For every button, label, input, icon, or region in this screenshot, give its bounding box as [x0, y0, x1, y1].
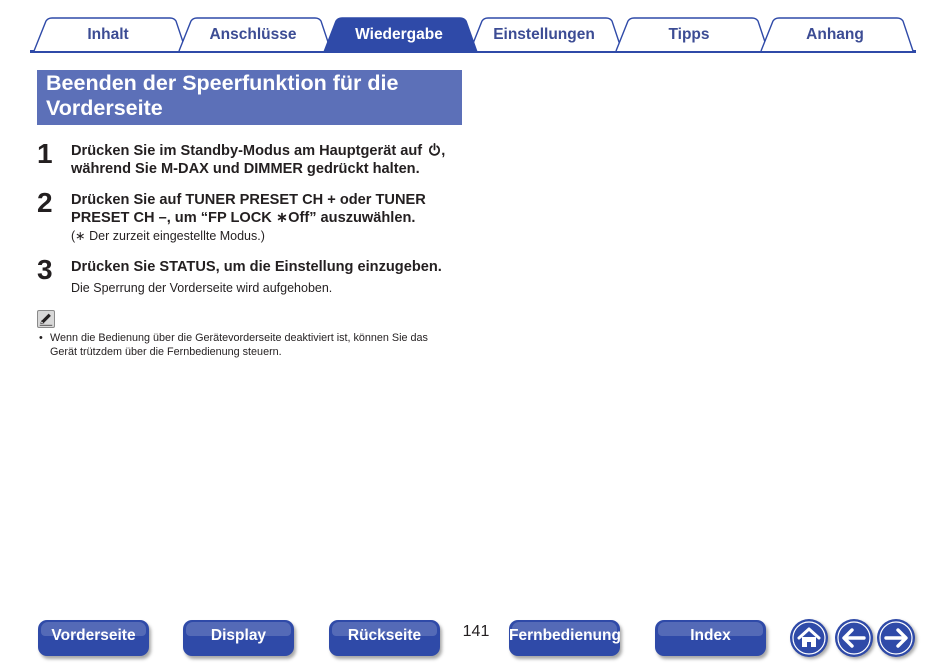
note-bullet: • [39, 332, 43, 344]
rueckseite-button[interactable] [329, 620, 440, 656]
tab-anschluesse[interactable]: Anschlüsse [209, 26, 297, 43]
step-instruction [71, 258, 471, 276]
note-line-2: Gerät trützdem über die Fernbedienung steuern. [50, 346, 282, 358]
page-title-line-2: Vorderseite [46, 96, 163, 120]
tab-inhalt[interactable]: Inhalt [87, 26, 129, 43]
vorderseite-button[interactable] [38, 620, 149, 656]
home-icon [790, 619, 828, 657]
step-number: 1 [37, 138, 53, 169]
step-2-line-1: Drücken Sie auf TUNER PRESET CH + oder TUNER [71, 192, 426, 208]
pencil-note-icon [37, 310, 55, 328]
fernbedienung-button-label: Fernbedienung [509, 627, 621, 644]
back-button[interactable] [835, 619, 873, 657]
page-number: 141 [462, 623, 490, 640]
arrow-right-icon [877, 619, 915, 657]
asterisk-symbol: ∗ [75, 229, 86, 243]
asterisk-symbol: ∗ [275, 210, 289, 226]
step-2-footnote [71, 229, 265, 244]
step-3-line-1: Drücken Sie STATUS, um die Einstellung einzugeben. [71, 259, 442, 275]
page-title [37, 70, 462, 125]
tab-anhang[interactable]: Anhang [806, 26, 864, 43]
index-button-label: Index [690, 627, 731, 644]
home-button[interactable] [790, 619, 828, 657]
note-line-1: Wenn die Bedienung über die Gerätevorderseite deaktiviert ist, können Sie das [50, 332, 428, 344]
step-number: 3 [37, 254, 53, 285]
tab-einstellungen[interactable]: Einstellungen [493, 26, 595, 43]
fernbedienung-button[interactable] [509, 620, 620, 656]
forward-button[interactable] [877, 619, 915, 657]
rueckseite-button-label: Rückseite [347, 627, 422, 644]
step-instruction [71, 142, 471, 178]
step-2-line-2a: PRESET CH –, um “FP LOCK [71, 210, 272, 226]
tab-tipps[interactable]: Tipps [668, 26, 710, 43]
tab-bar [30, 18, 916, 54]
display-button[interactable] [183, 620, 294, 656]
step-3-result: Die Sperrung der Vorderseite wird aufgehoben. [71, 281, 333, 295]
arrow-left-icon [835, 619, 873, 657]
page-title-line-1: Beenden der Speerfunktion für die [46, 71, 399, 95]
tab-wiedergabe[interactable]: Wiedergabe [355, 26, 443, 43]
step-2-line-2b: Off” auszuwählen. [288, 210, 416, 226]
index-button[interactable] [655, 620, 766, 656]
vorderseite-button-label: Vorderseite [51, 627, 136, 644]
step-1-comma: , [441, 143, 446, 159]
footnote-paren: ( [71, 229, 76, 243]
step-number: 2 [37, 187, 53, 218]
footnote-text: Der zurzeit eingestellte Modus.) [85, 229, 265, 243]
power-icon [428, 143, 441, 156]
step-1-line-2: während Sie M-DAX und DIMMER gedrückt halten. [71, 161, 420, 177]
step-instruction [71, 191, 471, 227]
display-button-label: Display [210, 627, 267, 644]
step-1-line-1: Drücken Sie im Standby-Modus am Hauptgerät auf [71, 143, 423, 159]
